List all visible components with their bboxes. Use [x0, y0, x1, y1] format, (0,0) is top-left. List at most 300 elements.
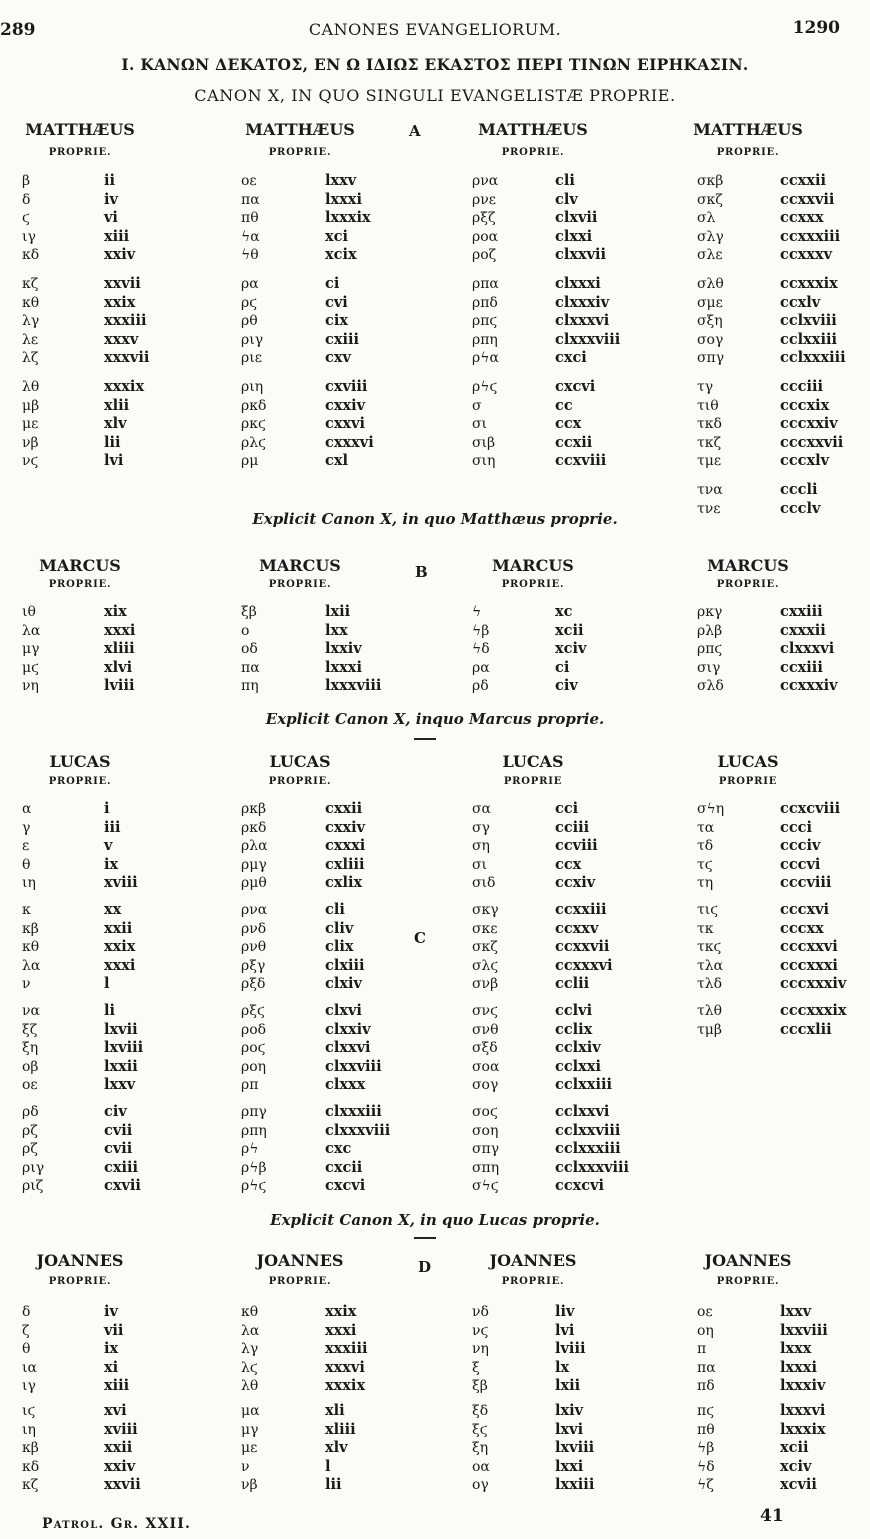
greek-numeral: σκζ	[697, 191, 723, 208]
roman-numeral: cxci	[555, 349, 587, 367]
explicit-line: Explicit Canon X, in quo Matthæus proprie.	[252, 510, 618, 528]
column-subhead: PROPRIE.	[716, 1276, 780, 1287]
greek-numeral: ροϛ	[241, 1040, 266, 1057]
roman-numeral: xiii	[104, 227, 130, 245]
greek-numeral: τκ	[697, 920, 714, 937]
roman-numeral: clv	[555, 190, 578, 208]
greek-numeral: σπγ	[697, 350, 725, 367]
greek-numeral: νη	[22, 678, 39, 695]
roman-numeral: clix	[325, 938, 354, 956]
greek-numeral: ρξδ	[241, 976, 266, 993]
greek-numeral: ιγ	[22, 228, 36, 245]
roman-numeral: cccxxvi	[780, 938, 838, 956]
roman-numeral: lxvii	[104, 1020, 138, 1038]
roman-numeral: xciv	[555, 640, 587, 658]
greek-numeral: ρμθ	[241, 875, 267, 892]
greek-numeral: ρπ	[241, 1077, 259, 1094]
greek-numeral: ϟζ	[697, 1477, 714, 1494]
roman-numeral: ccciv	[780, 837, 821, 855]
greek-numeral: λγ	[241, 1341, 259, 1358]
section-letter: A	[409, 122, 421, 140]
roman-numeral: lxxviii	[780, 1321, 828, 1339]
roman-numeral: vii	[104, 1321, 124, 1339]
greek-numeral: οε	[697, 1304, 713, 1320]
greek-numeral: ρδ	[472, 678, 489, 695]
greek-numeral: σνϛ	[472, 1003, 498, 1019]
greek-numeral: σνθ	[472, 1021, 499, 1038]
roman-numeral: ccci	[780, 818, 812, 836]
greek-numeral: ρϟα	[472, 350, 499, 367]
roman-numeral: lxxxix	[325, 209, 371, 227]
roman-numeral: ci	[555, 658, 570, 676]
column-subhead: PROPRIE.	[48, 579, 112, 590]
roman-numeral: cix	[325, 312, 348, 330]
greek-numeral: ξβ	[472, 1378, 488, 1395]
greek-numeral: ϟβ	[472, 622, 490, 639]
greek-numeral: ϟθ	[241, 247, 259, 264]
greek-numeral: ν	[241, 1458, 250, 1475]
greek-numeral: με	[241, 1440, 258, 1457]
roman-numeral: cxxvi	[325, 415, 366, 433]
greek-numeral: ρϟϛ	[241, 1178, 267, 1195]
greek-numeral: τδ	[697, 838, 714, 855]
roman-numeral: cxxxi	[325, 837, 366, 855]
greek-numeral: νη	[472, 1341, 489, 1358]
greek-numeral: πα	[241, 191, 260, 208]
roman-numeral: cclix	[555, 1020, 593, 1038]
greek-numeral: ϛ	[22, 210, 30, 227]
greek-numeral: τκζ	[697, 434, 722, 451]
greek-numeral: τλθ	[697, 1003, 723, 1019]
roman-numeral: xxxix	[104, 378, 145, 395]
greek-numeral: σογ	[697, 331, 724, 348]
greek-numeral: οη	[697, 1322, 714, 1339]
roman-numeral: ccciii	[780, 378, 824, 395]
greek-numeral: τα	[697, 819, 715, 836]
greek-numeral: ρδ	[22, 1104, 39, 1120]
footer-right: 41	[760, 1506, 784, 1526]
roman-numeral: xxiv	[104, 1457, 136, 1475]
roman-numeral: cli	[555, 172, 575, 189]
column-subhead: PROPRIE.	[501, 1276, 565, 1287]
roman-numeral: liv	[555, 1303, 575, 1320]
column-head: JOANNES	[256, 1251, 344, 1270]
roman-numeral: vi	[104, 209, 118, 227]
greek-numeral: τϛ	[697, 856, 713, 873]
greek-numeral: σκβ	[697, 173, 724, 189]
column-head: JOANNES	[36, 1251, 124, 1270]
greek-numeral: λγ	[22, 313, 40, 330]
greek-numeral: τμε	[697, 453, 722, 470]
roman-numeral: clxiii	[325, 956, 365, 974]
roman-numeral: cxxiv	[325, 818, 366, 836]
column-subhead: PROPRIE.	[48, 147, 112, 158]
roman-numeral: lxxv	[104, 1076, 136, 1094]
greek-numeral: ξβ	[241, 604, 257, 620]
greek-numeral: πθ	[241, 210, 259, 227]
greek-numeral: ρλβ	[697, 622, 723, 639]
roman-numeral: lxxx	[780, 1340, 812, 1358]
roman-numeral: clxxi	[555, 227, 593, 245]
roman-numeral: clxxxvi	[780, 640, 835, 658]
roman-numeral: cccxxxi	[780, 956, 838, 974]
roman-numeral: cxcvi	[555, 378, 596, 395]
roman-numeral: cvii	[104, 1121, 133, 1139]
roman-numeral: xxix	[104, 293, 136, 311]
roman-numeral: ccx	[555, 415, 582, 433]
column-head: LUCAS	[49, 752, 111, 771]
column-subhead: PROPRIE.	[501, 147, 565, 158]
greek-numeral: ροδ	[241, 1021, 267, 1038]
greek-numeral: κθ	[22, 294, 40, 311]
roman-numeral: cxiii	[325, 330, 359, 348]
greek-numeral: σιβ	[472, 434, 496, 451]
roman-numeral: xci	[325, 227, 348, 245]
greek-numeral: οδ	[241, 641, 258, 658]
roman-numeral: cxxii	[325, 800, 363, 817]
greek-numeral: ρπδ	[472, 294, 498, 311]
roman-numeral: xviii	[104, 1420, 138, 1438]
roman-numeral: xli	[325, 1402, 345, 1419]
roman-numeral: iv	[104, 1303, 118, 1320]
greek-numeral: μα	[241, 1403, 260, 1419]
greek-numeral: ρϟ	[241, 1141, 259, 1158]
greek-numeral: ρα	[472, 659, 490, 676]
roman-numeral: ccxxii	[780, 172, 826, 189]
greek-numeral: κζ	[22, 276, 39, 292]
roman-numeral: lii	[104, 433, 121, 451]
greek-numeral: ιθ	[22, 604, 36, 620]
roman-numeral: cccli	[780, 481, 818, 498]
roman-numeral: clxxxiii	[325, 1103, 382, 1120]
greek-numeral: σι	[472, 856, 488, 873]
greek-numeral: ρα	[241, 276, 259, 292]
roman-numeral: xlv	[325, 1439, 348, 1457]
roman-numeral: xc	[555, 603, 573, 620]
greek-numeral: ρμ	[241, 453, 259, 470]
roman-numeral: cxv	[325, 349, 351, 367]
greek-numeral: ϟδ	[697, 1458, 715, 1475]
roman-numeral: cxliii	[325, 855, 365, 873]
greek-numeral: σιη	[472, 453, 496, 470]
roman-numeral: cclxxiii	[555, 1076, 612, 1094]
roman-numeral: cclxxxiii	[555, 1140, 621, 1158]
roman-numeral: cxxiv	[325, 396, 366, 414]
greek-numeral: ιγ	[22, 1378, 36, 1395]
roman-numeral: li	[104, 1002, 116, 1019]
section-letter: D	[418, 1258, 432, 1276]
roman-numeral: cccxlv	[780, 452, 830, 470]
greek-numeral: ρπϛ	[697, 641, 723, 658]
greek-numeral: τλα	[697, 957, 724, 974]
greek-numeral: ρνδ	[241, 920, 267, 937]
greek-numeral: λα	[241, 1322, 260, 1339]
roman-numeral: cxl	[325, 452, 348, 470]
greek-numeral: να	[22, 1003, 40, 1019]
roman-numeral: ccxxiii	[555, 901, 607, 918]
roman-numeral: lxxxvi	[780, 1402, 826, 1419]
greek-numeral: ϟ	[472, 604, 482, 620]
roman-numeral: cli	[325, 901, 345, 918]
greek-numeral: ρμγ	[241, 856, 267, 873]
roman-numeral: xxii	[104, 919, 133, 937]
roman-numeral: xviii	[104, 874, 138, 892]
greek-numeral: σ	[472, 397, 482, 414]
roman-numeral: xxvii	[104, 1476, 141, 1494]
roman-numeral: cclii	[555, 975, 590, 993]
greek-numeral: μγ	[241, 1421, 259, 1438]
column-head: JOANNES	[704, 1251, 792, 1270]
greek-numeral: ροζ	[472, 247, 497, 264]
roman-numeral: ccclv	[780, 499, 821, 517]
roman-numeral: v	[104, 837, 113, 855]
greek-numeral: σι	[472, 416, 488, 433]
greek-numeral: ιϛ	[22, 1403, 36, 1419]
page-number-left: 289	[0, 20, 36, 40]
greek-numeral: λε	[22, 331, 39, 348]
roman-numeral: ccxii	[555, 433, 593, 451]
column-head: MATTHÆUS	[25, 120, 135, 139]
roman-numeral: cclxxxviii	[555, 1158, 630, 1176]
roman-numeral: clxiv	[325, 975, 362, 993]
column-head: JOANNES	[489, 1251, 577, 1270]
roman-numeral: xxvii	[104, 275, 141, 292]
roman-numeral: xciv	[780, 1457, 812, 1475]
greek-numeral: πθ	[697, 1421, 715, 1438]
greek-numeral: ρπϛ	[472, 313, 498, 330]
greek-numeral: λζ	[22, 350, 39, 367]
column-head: LUCAS	[269, 752, 331, 771]
roman-numeral: lvi	[104, 452, 124, 470]
greek-numeral: ξδ	[472, 1403, 489, 1419]
greek-numeral: τκδ	[697, 416, 722, 433]
roman-numeral: ccxxxvi	[555, 956, 613, 974]
greek-numeral: κδ	[22, 1458, 40, 1475]
greek-numeral: ξη	[22, 1040, 39, 1057]
greek-numeral: ιη	[22, 1421, 36, 1438]
greek-numeral: σοη	[472, 1122, 499, 1139]
roman-numeral: xxxvii	[104, 349, 150, 367]
roman-numeral: lxxiv	[325, 640, 362, 658]
explicit-line: Explicit Canon X, inquo Marcus proprie.	[265, 710, 605, 728]
greek-numeral: οε	[22, 1077, 38, 1094]
roman-numeral: ccx	[555, 855, 582, 873]
greek-numeral: ρνα	[472, 173, 499, 189]
greek-numeral: τνε	[697, 500, 721, 517]
roman-numeral: xcvii	[780, 1476, 817, 1494]
greek-numeral: τμβ	[697, 1021, 722, 1038]
greek-numeral: δ	[22, 191, 31, 208]
footer-left: Patrol. Gr. XXII.	[42, 1516, 192, 1532]
greek-numeral: σλγ	[697, 228, 724, 245]
roman-numeral: clxxxviii	[325, 1121, 391, 1139]
roman-numeral: xxxi	[325, 1321, 357, 1339]
roman-numeral: ccxiii	[780, 658, 823, 676]
greek-numeral: ρνε	[472, 191, 496, 208]
roman-numeral: ix	[104, 855, 119, 873]
greek-numeral: λα	[22, 957, 41, 974]
greek-numeral: ϟα	[241, 228, 260, 245]
roman-numeral: cciii	[555, 818, 590, 836]
greek-numeral: γ	[22, 819, 31, 836]
column-head: MATTHÆUS	[693, 120, 803, 139]
roman-numeral: lxxxviii	[325, 677, 382, 695]
roman-numeral: cxlix	[325, 874, 363, 892]
roman-numeral: cxxxvi	[325, 433, 374, 451]
roman-numeral: xxiv	[104, 246, 136, 264]
greek-numeral: σμε	[697, 294, 723, 311]
greek-numeral: ρπη	[241, 1122, 267, 1139]
greek-numeral: τνα	[697, 482, 723, 498]
greek-numeral: πϛ	[697, 1403, 715, 1419]
roman-numeral: xlvi	[104, 658, 133, 676]
greek-numeral: ρκβ	[241, 801, 267, 817]
roman-numeral: lxx	[325, 621, 348, 639]
greek-numeral: ξη	[472, 1440, 489, 1457]
greek-numeral: νδ	[472, 1304, 489, 1320]
greek-numeral: κδ	[22, 247, 40, 264]
title-greek: I. ΚΑΝΩΝ ΔΕΚΑΤΟΣ, ΕΝ Ω ΙΔΙΩΣ ΕΚΑΣΤΟΣ ΠΕΡΙ ΤΙΝΩΝ ΕΙΡΗΚΑΣΙΝ.	[121, 55, 749, 74]
roman-numeral: xlii	[104, 396, 130, 414]
greek-numeral: πδ	[697, 1378, 715, 1395]
roman-numeral: xliii	[325, 1420, 356, 1438]
greek-numeral: ξϛ	[472, 1421, 488, 1438]
roman-numeral: lxxv	[780, 1303, 812, 1320]
roman-numeral: lxxxi	[325, 658, 362, 676]
column-head: MATTHÆUS	[478, 120, 588, 139]
greek-numeral: ζ	[22, 1322, 30, 1339]
roman-numeral: l	[325, 1457, 331, 1475]
roman-numeral: xcii	[555, 621, 584, 639]
roman-numeral: xix	[104, 603, 127, 620]
greek-numeral: σλ	[697, 210, 716, 227]
greek-numeral: ρξγ	[241, 957, 266, 974]
roman-numeral: xcii	[780, 1439, 809, 1457]
roman-numeral: cclxxviii	[555, 1121, 621, 1139]
greek-numeral: ροη	[241, 1058, 267, 1075]
roman-numeral: cxcii	[325, 1158, 363, 1176]
roman-numeral: cxiii	[104, 1158, 138, 1176]
greek-numeral: νϛ	[472, 1322, 489, 1339]
roman-numeral: cxvii	[104, 1177, 141, 1195]
greek-numeral: ση	[472, 838, 490, 855]
greek-numeral: κθ	[22, 939, 40, 956]
title-latin: CANON X, IN QUO SINGULI EVANGELISTÆ PROPRIE.	[194, 86, 676, 105]
separator-dash	[414, 1237, 436, 1239]
greek-numeral: ρϟβ	[241, 1159, 267, 1176]
roman-numeral: cccvi	[780, 855, 821, 873]
greek-numeral: ριη	[241, 379, 264, 395]
greek-numeral: ϟδ	[472, 641, 490, 658]
page-number-right: 1290	[792, 18, 840, 38]
greek-numeral: ρξϛ	[241, 1003, 265, 1019]
roman-numeral: clxxxviii	[555, 330, 621, 348]
greek-numeral: ρζ	[22, 1122, 38, 1139]
greek-numeral: ρθ	[241, 313, 258, 330]
roman-numeral: ccxcvi	[555, 1177, 605, 1195]
roman-numeral: clxvi	[325, 1002, 362, 1019]
roman-numeral: xxii	[104, 1439, 133, 1457]
roman-numeral: ccxcviii	[780, 800, 841, 817]
greek-numeral: ριε	[241, 350, 262, 367]
roman-numeral: xcix	[325, 246, 357, 264]
roman-numeral: xxix	[104, 938, 136, 956]
roman-numeral: xvi	[104, 1402, 127, 1419]
greek-numeral: κζ	[22, 1477, 39, 1494]
roman-numeral: clxxvi	[325, 1039, 371, 1057]
roman-numeral: cci	[555, 800, 579, 817]
greek-numeral: ρπγ	[241, 1104, 267, 1120]
greek-numeral: σοϛ	[472, 1104, 498, 1120]
roman-numeral: ccxxvii	[780, 190, 835, 208]
roman-numeral: clxxx	[325, 1076, 366, 1094]
greek-numeral: α	[22, 801, 32, 817]
greek-numeral: σλδ	[697, 678, 724, 695]
column-subhead: PROPRIE.	[268, 147, 332, 158]
greek-numeral: σξη	[697, 313, 723, 330]
greek-numeral: πα	[697, 1359, 716, 1376]
greek-numeral: σλε	[697, 247, 723, 264]
greek-numeral: μϛ	[22, 659, 39, 676]
greek-numeral: ρπη	[472, 331, 498, 348]
greek-numeral: δ	[22, 1304, 31, 1320]
roman-numeral: cclxxvi	[555, 1103, 610, 1120]
roman-numeral: lii	[325, 1476, 342, 1494]
roman-numeral: ccxlv	[780, 293, 821, 311]
roman-numeral: lviii	[555, 1340, 586, 1358]
greek-numeral: οε	[241, 173, 257, 189]
greek-numeral: θ	[22, 1341, 31, 1358]
roman-numeral: cxxiii	[780, 603, 823, 620]
roman-numeral: xxxvi	[325, 1358, 365, 1376]
roman-numeral: lxii	[325, 603, 351, 620]
greek-numeral: τγ	[697, 379, 714, 395]
column-subhead: PROPRIE.	[716, 579, 780, 590]
column-subhead: PROPRIE.	[48, 776, 112, 787]
greek-numeral: τη	[697, 875, 714, 892]
column-head: MARCUS	[707, 556, 789, 575]
roman-numeral: cclvi	[555, 1002, 593, 1019]
column-subhead: PROPRIE.	[716, 147, 780, 158]
roman-numeral: xxxix	[325, 1377, 366, 1395]
section-letter: B	[415, 563, 428, 581]
greek-numeral: ξ	[472, 1359, 480, 1376]
greek-numeral: νβ	[22, 434, 39, 451]
greek-numeral: ρζ	[22, 1141, 38, 1158]
roman-numeral: xxxi	[104, 956, 136, 974]
greek-numeral: σλθ	[697, 276, 724, 292]
greek-numeral: ρλϛ	[241, 434, 266, 451]
greek-numeral: νϛ	[22, 453, 39, 470]
roman-numeral: cclxxi	[555, 1057, 601, 1075]
roman-numeral: clxxvii	[555, 246, 607, 264]
roman-numeral: cccxx	[780, 919, 824, 937]
roman-numeral: cclxxxiii	[780, 349, 846, 367]
greek-numeral: σκε	[472, 920, 498, 937]
roman-numeral: civ	[555, 677, 578, 695]
roman-numeral: clxxxi	[555, 275, 601, 292]
roman-numeral: lxxxi	[325, 190, 362, 208]
roman-numeral: ccxxxiii	[780, 227, 841, 245]
greek-numeral: σϟη	[697, 801, 725, 817]
roman-numeral: clxxxvi	[555, 312, 610, 330]
roman-numeral: cxviii	[325, 378, 368, 395]
roman-numeral: ccxiv	[555, 874, 596, 892]
greek-numeral: λα	[22, 622, 41, 639]
roman-numeral: clxxiv	[325, 1020, 371, 1038]
roman-numeral: cvii	[104, 1140, 133, 1158]
column-subhead: PROPRIE.	[48, 1276, 112, 1287]
